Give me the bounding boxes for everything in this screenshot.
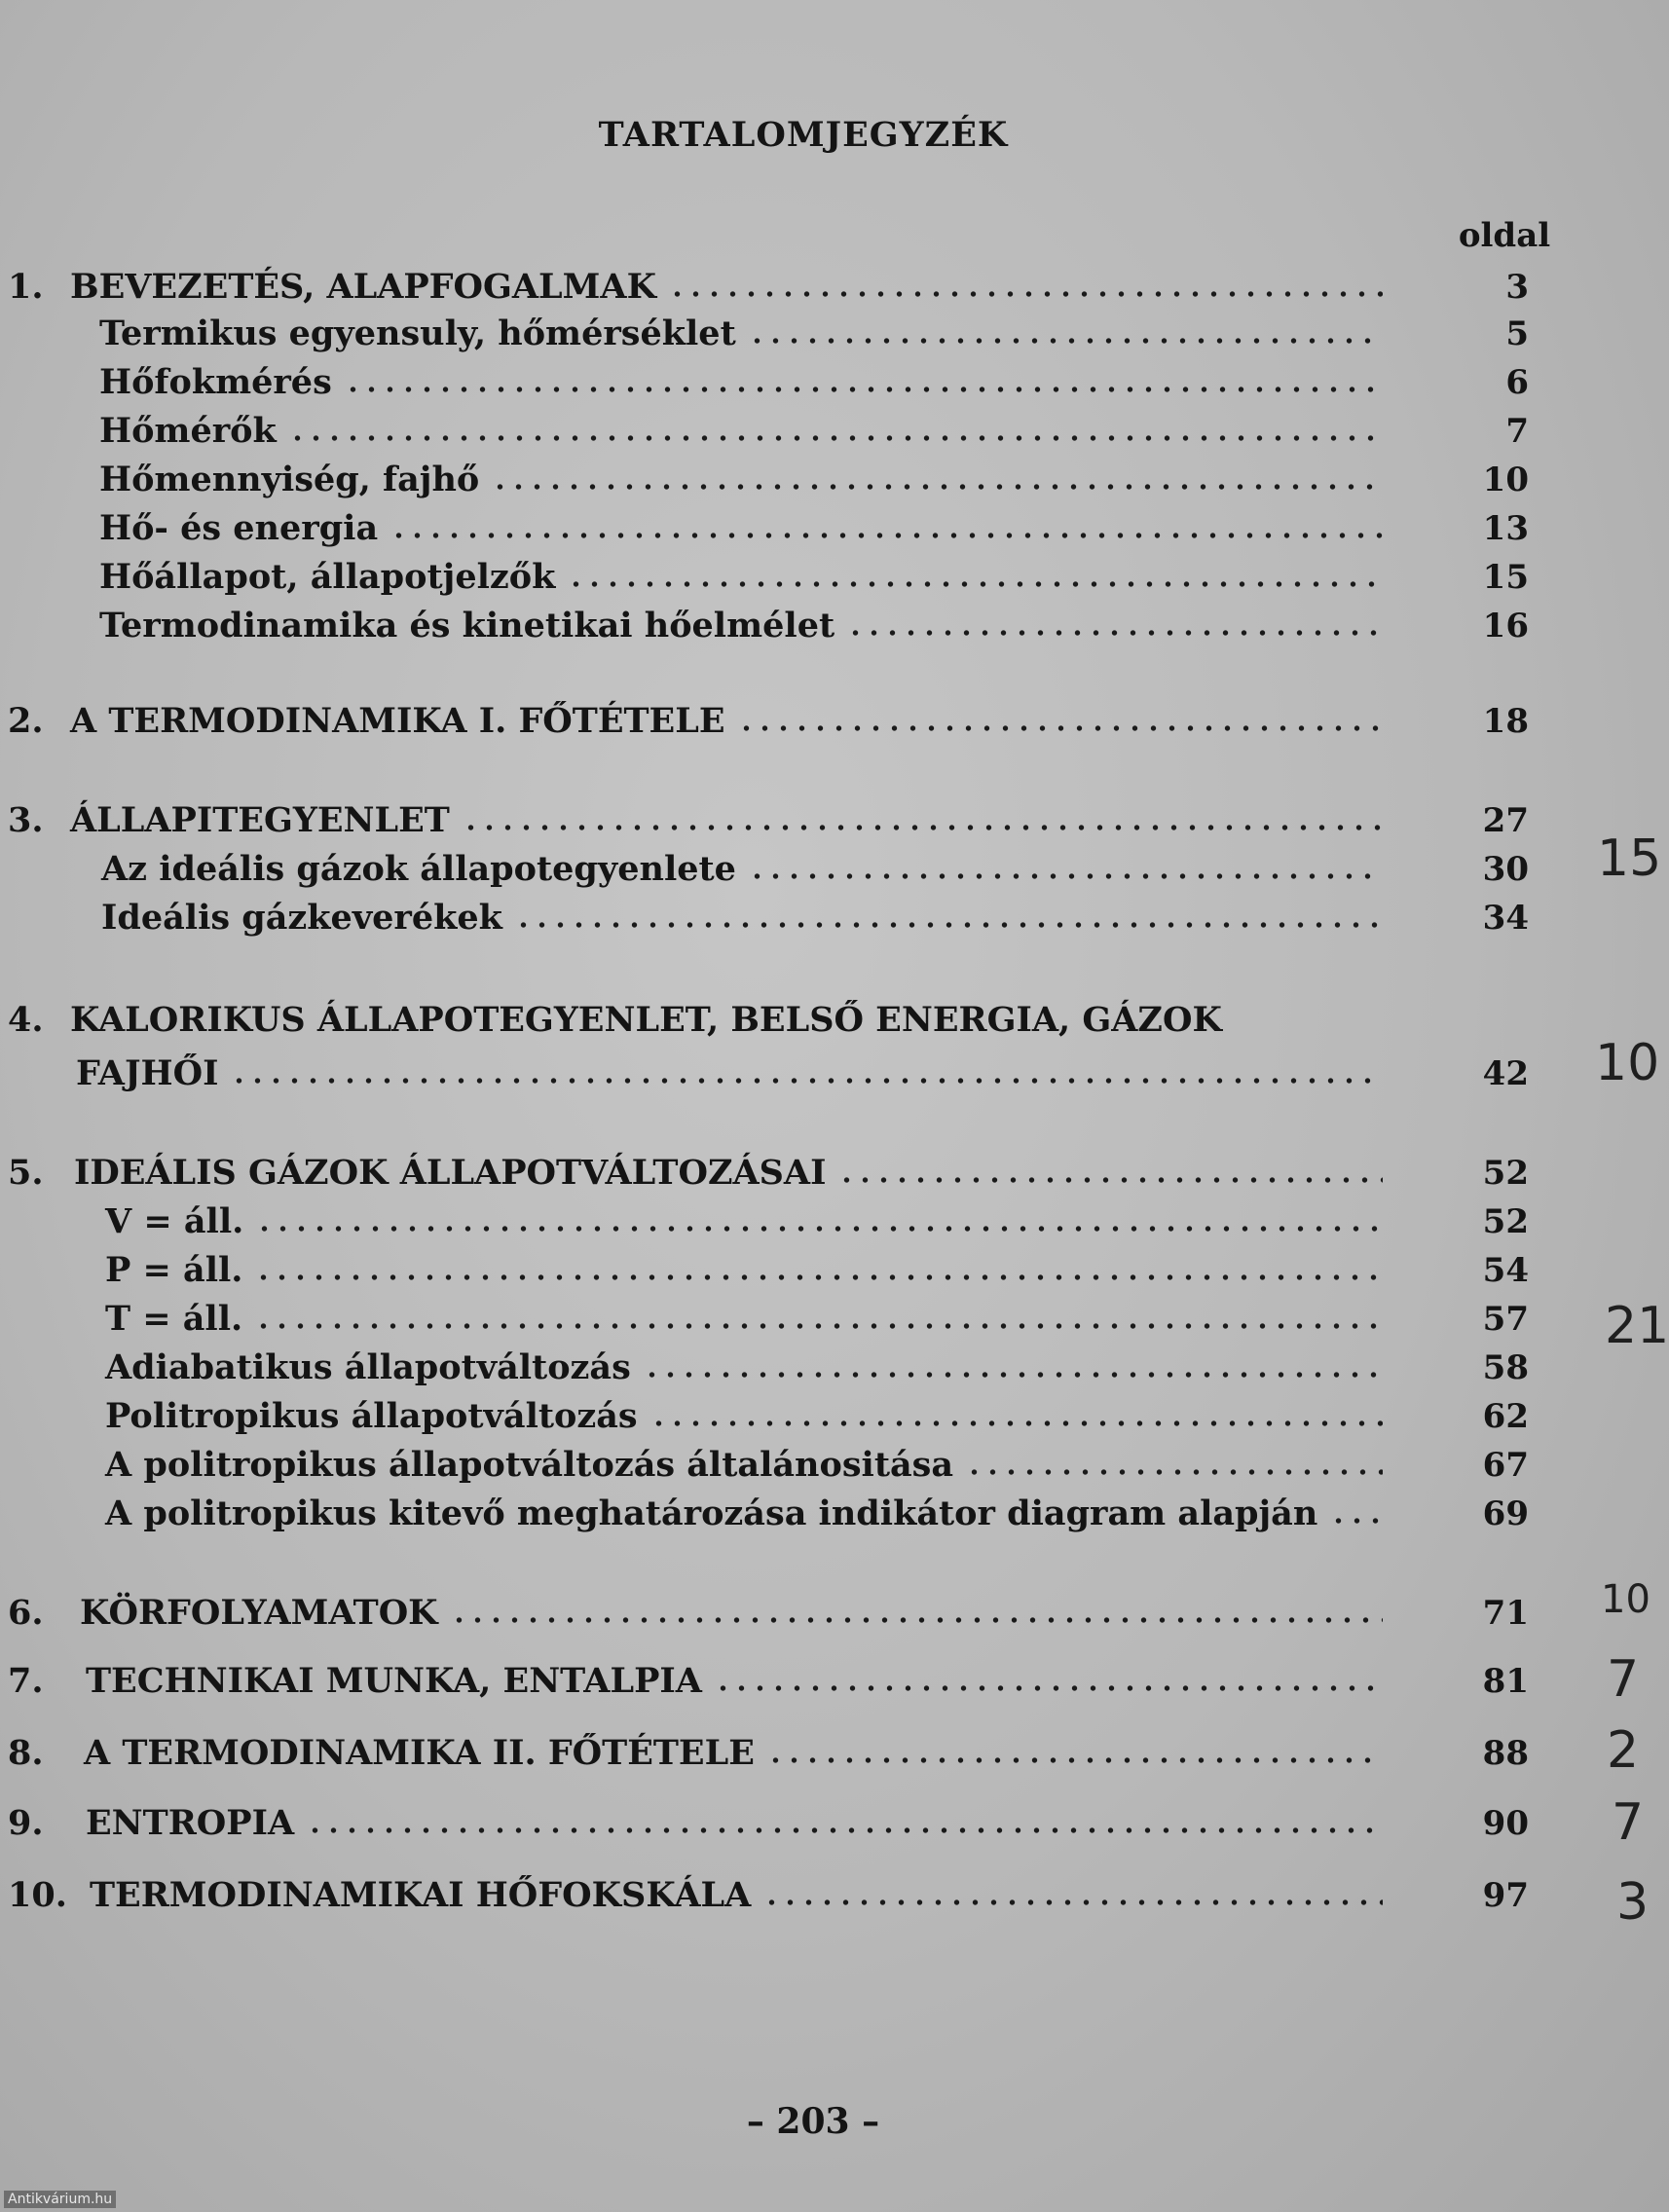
toc-entry [0, 1198, 1558, 1246]
toc-entry [0, 1392, 1558, 1441]
toc-entry [0, 1490, 1558, 1538]
handwritten-note: 7 [1612, 1793, 1645, 1852]
toc-entry-page: 67 [1482, 1446, 1529, 1485]
toc-entry-title: Hőmérők [99, 411, 277, 451]
toc-entry [0, 504, 1558, 553]
toc-entry-number: 1. [8, 267, 44, 307]
toc-entry [0, 1729, 1558, 1778]
toc-entry-title: Hőállapot, állapotjelzők [99, 557, 556, 597]
toc-entry-number: 7. [8, 1661, 44, 1701]
handwritten-note: 2 [1607, 1721, 1640, 1780]
toc-entry-page: 62 [1482, 1397, 1529, 1436]
toc-entry [0, 697, 1558, 746]
toc-entry-title: A politropikus kitevő meghatározása indikátor diagram alapján [105, 1493, 1318, 1533]
toc-entry-page: 27 [1482, 801, 1529, 840]
toc-leader-dots [1329, 1517, 1383, 1525]
toc-entry-title: P = áll. [105, 1250, 243, 1290]
page-title: TARTALOMJEGYZÉK [598, 115, 1009, 155]
toc-entry-page: 90 [1482, 1804, 1529, 1843]
toc-entry [0, 1050, 1558, 1098]
toc-entry-page: 30 [1482, 850, 1529, 889]
toc-entry-page: 97 [1482, 1876, 1529, 1915]
toc-entry-page: 13 [1482, 509, 1529, 548]
toc-entry-page: 34 [1482, 899, 1529, 938]
toc-entry-title: Termikus egyensuly, hőmérséklet [99, 313, 736, 353]
toc-leader-dots [254, 1322, 1383, 1330]
toc-entry-title: TERMODINAMIKAI HŐFOKSKÁLA [90, 1875, 752, 1915]
toc-leader-dots [846, 629, 1383, 637]
toc-leader-dots [344, 386, 1383, 393]
toc-entry-page: 69 [1482, 1494, 1529, 1533]
toc-entry-page: 57 [1482, 1300, 1529, 1339]
toc-leader-dots [230, 1077, 1383, 1085]
toc-leader-dots [254, 1273, 1383, 1281]
toc-entry-title: Adiabatikus állapotváltozás [105, 1347, 631, 1387]
toc-entry [0, 1799, 1558, 1848]
toc-leader-dots [643, 1371, 1383, 1379]
toc-entry-number: 9. [8, 1803, 44, 1843]
toc-entry [0, 845, 1558, 894]
toc-leader-dots [649, 1419, 1383, 1427]
toc-entry-title: BEVEZETÉS, ALAPFOGALMAK [70, 267, 656, 307]
toc-entry-title: Termodinamika és kinetikai hőelmélet [99, 606, 835, 645]
handwritten-note: 10 [1595, 1034, 1660, 1092]
toc-leader-dots [714, 1684, 1383, 1692]
toc-leader-dots [837, 1176, 1383, 1184]
watermark: Antikvárium.hu [4, 2191, 116, 2208]
toc-entry-title: Hőfokmérés [99, 362, 332, 402]
toc-entry-page: 58 [1482, 1348, 1529, 1387]
toc-entry-page: 15 [1482, 558, 1529, 597]
toc-leader-dots [288, 434, 1383, 442]
toc-leader-dots [762, 1899, 1383, 1906]
toc-entry-title: A TERMODINAMIKA I. FŐTÉTELE [70, 701, 725, 741]
toc-entry [0, 1344, 1558, 1392]
toc-entry-page: 16 [1482, 607, 1529, 645]
toc-leader-dots [450, 1616, 1383, 1624]
toc-entry-title: V = áll. [105, 1201, 244, 1241]
toc-leader-dots [748, 337, 1383, 345]
toc-entry-title: Az ideális gázok állapotegyenlete [101, 849, 736, 889]
toc-leader-dots [737, 724, 1383, 732]
toc-entry-page: 5 [1505, 314, 1529, 353]
toc-entry-title: ENTROPIA [86, 1803, 295, 1843]
toc-entry-number: 5. [8, 1153, 44, 1193]
toc-entry-title: T = áll. [105, 1299, 243, 1339]
toc-entry [0, 263, 1558, 312]
handwritten-note: 10 [1601, 1577, 1650, 1622]
toc-entry [0, 1657, 1558, 1706]
toc-leader-dots [567, 580, 1383, 588]
toc-entry-page: 54 [1482, 1251, 1529, 1290]
toc-entry-title: Hőmennyiség, fajhő [99, 460, 480, 499]
toc-entry-number: 2. [8, 701, 44, 741]
toc-entry [0, 407, 1558, 456]
toc-entry-page: 42 [1482, 1054, 1529, 1093]
toc-entry-number: 8. [8, 1733, 44, 1773]
toc-leader-dots [389, 532, 1383, 539]
toc-entry [0, 456, 1558, 504]
toc-entry [0, 358, 1558, 407]
toc-entry-page: 10 [1482, 461, 1529, 499]
toc-entry-page: 7 [1505, 412, 1529, 451]
toc-entry [0, 1246, 1558, 1295]
toc-leader-dots [748, 872, 1383, 880]
toc-entry [0, 1589, 1558, 1638]
toc-leader-dots [491, 483, 1383, 491]
handwritten-note: 3 [1616, 1873, 1650, 1932]
toc-entry [0, 310, 1558, 358]
handwritten-note: 7 [1607, 1650, 1640, 1709]
toc-entry-page: 52 [1482, 1154, 1529, 1193]
toc-entry-title: Politropikus állapotváltozás [105, 1396, 638, 1436]
toc-entry-title: IDEÁLIS GÁZOK ÁLLAPOTVÁLTOZÁSAI [74, 1153, 827, 1193]
toc-entry [0, 996, 1558, 1045]
toc-entry-title: KALORIKUS ÁLLAPOTEGYENLET, BELSŐ ENERGIA, GÁZOK [70, 1000, 1222, 1040]
toc-entry [0, 796, 1558, 845]
toc-entry [0, 553, 1558, 602]
toc-entry-page: 52 [1482, 1202, 1529, 1241]
toc-entry [0, 894, 1558, 942]
toc-entry [0, 1149, 1558, 1198]
toc-entry [0, 1871, 1558, 1920]
toc-entry [0, 602, 1558, 650]
toc-leader-dots [462, 824, 1383, 831]
toc-entry [0, 1295, 1558, 1344]
column-header-page: oldal [1458, 216, 1551, 255]
toc-leader-dots [766, 1756, 1383, 1764]
toc-entry-page: 71 [1482, 1594, 1529, 1633]
toc-entry [0, 1441, 1558, 1490]
toc-entry-page: 88 [1482, 1734, 1529, 1773]
toc-entry-title: TECHNIKAI MUNKA, ENTALPIA [86, 1661, 702, 1701]
toc-entry-title: A politropikus állapotváltozás általánositása [105, 1445, 954, 1485]
toc-entry-number: 6. [8, 1593, 44, 1633]
toc-entry-title: ÁLLAPITEGYENLET [70, 800, 450, 840]
page-folio: – 203 – [746, 2101, 880, 2142]
toc-leader-dots [965, 1468, 1383, 1476]
toc-entry-title: Ideális gázkeverékek [101, 898, 502, 938]
toc-entry-page: 6 [1505, 363, 1529, 402]
toc-entry-number: 3. [8, 800, 44, 840]
toc-leader-dots [255, 1225, 1383, 1233]
toc-entry-page: 18 [1482, 702, 1529, 741]
toc-entry-page: 81 [1482, 1662, 1529, 1701]
toc-entry-number: 4. [8, 1000, 44, 1040]
toc-entry-title: KÖRFOLYAMATOK [80, 1593, 438, 1633]
toc-entry-title: FAJHŐI [76, 1053, 219, 1093]
toc-entry-title: Hő- és energia [99, 508, 379, 548]
toc-leader-dots [514, 921, 1383, 929]
toc-entry-number: 10. [8, 1875, 67, 1915]
toc-leader-dots [668, 290, 1383, 298]
toc-leader-dots [306, 1826, 1383, 1834]
handwritten-note: 15 [1597, 830, 1662, 888]
handwritten-note: 21 [1605, 1297, 1669, 1355]
toc-entry-page: 3 [1505, 268, 1529, 307]
toc-entry-title: A TERMODINAMIKA II. FŐTÉTELE [84, 1733, 755, 1773]
